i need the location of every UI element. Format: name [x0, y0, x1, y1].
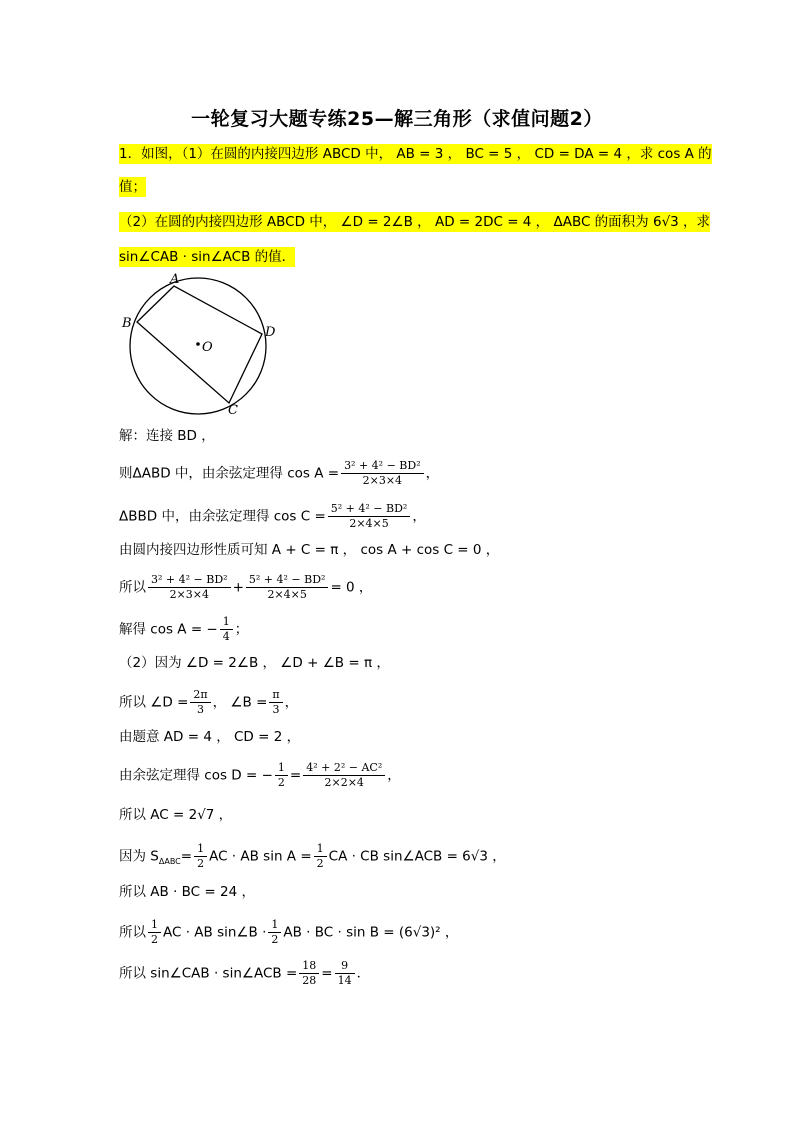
solution-line-15: 所以 sin∠CAB · sin∠ACB = $\frac{18}{28}$ = $\frac{9}{14}$ ．	[119, 959, 371, 987]
fraction: $\frac{2\pi}{3}$	[190, 688, 210, 717]
solution-line-9: 由题意 AD = 4 ， CD = 2 ，	[119, 729, 301, 745]
solution-line-14: 所以 $\frac{1}{2}$ AC · AB sin∠B · $\frac{1}{2}$ AB · BC · sin B = (6√3)² ，	[119, 918, 459, 946]
center-label-o: O	[202, 340, 213, 355]
fraction: $\frac{9}{14}$	[335, 959, 355, 988]
fraction: $\frac{\pi}{3}$	[269, 688, 282, 717]
solution-line-1: 解：连接 BD ，	[119, 428, 215, 444]
solution-line-8: 所以 ∠D = $\frac{2\pi}{3}$ ， ∠B = $\frac{\pi}{3}$ ，	[119, 688, 299, 716]
fraction: $\frac{1}{2}$	[314, 842, 327, 871]
fraction: $\frac{\text{3² + 4² − BD²}}{2\times 3\times 4}$	[341, 459, 424, 488]
solution-line-5: 所以 $\frac{\text{3² + 4² − BD²}}{2\times 3\times 4}$ + $\frac{\text{5² + 4² − BD²}}{2\times 4\times 5}$ = 0 ，	[119, 573, 373, 601]
fraction: $\frac{1}{2}$	[148, 918, 161, 947]
fraction: $\frac{1}{2}$	[275, 761, 288, 790]
fraction: $\frac{\text{5² + 4² − BD²}}{2\times 4\times 5}$	[246, 573, 329, 602]
fraction: $\frac{1}{4}$	[220, 615, 233, 644]
solution-line-7: （2）因为 ∠D = 2∠B ， ∠D + ∠B = π ，	[119, 655, 390, 671]
problem-part1-line2	[119, 177, 146, 197]
solution-line-12: 因为 $S_{\Delta ABC}=$ $\frac{1}{2}$ AC · AB sin A = $\frac{1}{2}$ CA · CB sin∠ACB = 6√3 ，	[119, 842, 506, 870]
solution-line-11: 所以 AC = 2√7 ，	[119, 807, 233, 823]
fraction: $\frac{\text{4² + 2² − AC²}}{2\times 2\times 4}$	[303, 761, 385, 790]
vertex-label-c: C	[228, 403, 238, 418]
fraction: $\frac{1}{2}$	[268, 918, 281, 947]
highlighted-text: （2）在圆的内接四边形 ABCD 中， ∠D = 2∠B ， AD = 2DC = 4 ， ΔABC 的面积为 6√3 ，求	[119, 214, 711, 230]
cyclic-quadrilateral-figure	[118, 272, 288, 420]
fraction: $\frac{\text{3² + 4² − BD²}}{2\times 3\times 4}$	[148, 573, 231, 602]
solution-line-3: ΔBBD 中，由余弦定理得 cos C = $\frac{\text{5² + 4² − BD²}}{2\times 4\times 5}$ ，	[119, 502, 426, 530]
solution-line-6: 解得 cos A = − $\frac{1}{4}$ ；	[119, 615, 249, 643]
fraction: $\frac{\text{5² + 4² − BD²}}{2\times 4\times 5}$	[328, 502, 411, 531]
fraction: $\frac{18}{28}$	[299, 959, 319, 988]
page-title: 一轮复习大题专练25—解三角形（求值问题2）	[191, 108, 603, 130]
solution-line-10: 由余弦定理得 cos D = − $\frac{1}{2}$ = $\frac{\text{4² + 2² − AC²}}{2\times 2\times 4}$ ，	[119, 761, 401, 789]
highlighted-text: 1．如图，（1）在圆的内接四边形 ABCD 中， AB = 3 ， BC = 5 ， CD = DA = 4 ，求 cos A 的	[119, 146, 712, 162]
problem-part2-line1	[119, 212, 710, 232]
vertex-label-b: B	[122, 316, 132, 331]
problem-part1-line1	[119, 144, 712, 164]
vertex-label-a: A	[170, 272, 180, 287]
solution-line-2: 则ΔABD 中，由余弦定理得 cos A = $\frac{\text{3² + 4² − BD²}}{2\times 3\times 4}$ ，	[119, 459, 440, 487]
solution-line-13: 所以 AB · BC = 24 ，	[119, 884, 255, 900]
problem-part2-line2	[119, 247, 295, 267]
vertex-label-d: D	[265, 325, 276, 340]
highlighted-text: 值；	[119, 179, 146, 195]
highlighted-text: sin∠CAB · sin∠ACB 的值．	[119, 249, 296, 265]
fraction: $\frac{1}{2}$	[194, 842, 207, 871]
solution-line-4: 由圆内接四边形性质可知 A + C = π ， cos A + cos C = 0 ，	[119, 542, 500, 558]
center-point	[196, 342, 200, 346]
